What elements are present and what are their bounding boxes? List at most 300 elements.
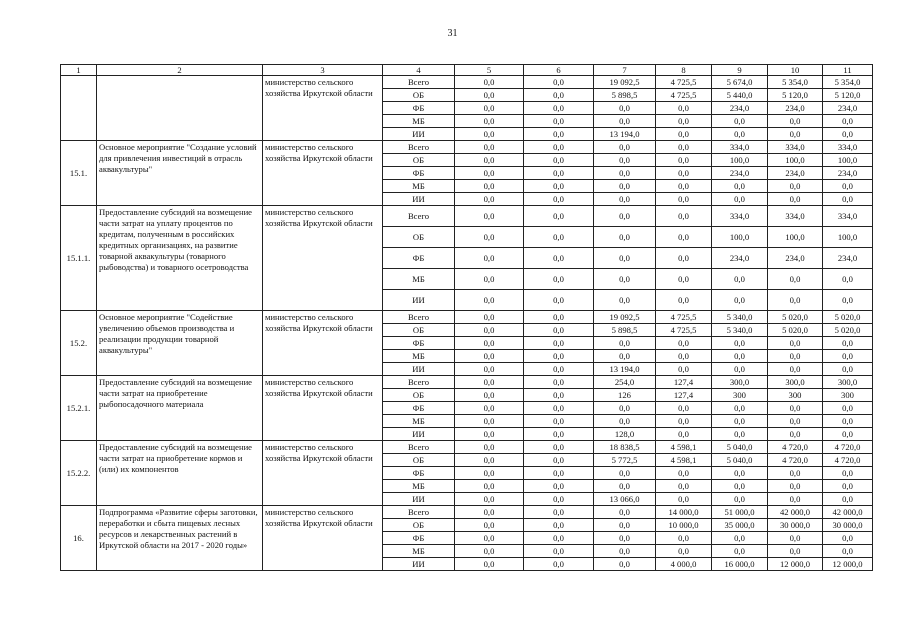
- amount-cell: 0,0: [823, 363, 873, 376]
- amount-cell: 300,0: [712, 376, 768, 389]
- funding-source-cell: ОБ: [383, 454, 455, 467]
- amount-cell: 5 340,0: [712, 311, 768, 324]
- amount-cell: 0,0: [823, 193, 873, 206]
- amount-cell: 42 000,0: [823, 506, 873, 519]
- amount-cell: 0,0: [524, 180, 594, 193]
- header-cell: 4: [383, 65, 455, 76]
- amount-cell: 0,0: [768, 402, 823, 415]
- amount-cell: 0,0: [524, 311, 594, 324]
- amount-cell: 0,0: [524, 337, 594, 350]
- amount-cell: 4 720,0: [823, 454, 873, 467]
- amount-cell: 234,0: [768, 248, 823, 269]
- amount-cell: 0,0: [524, 128, 594, 141]
- funding-source-cell: ИИ: [383, 290, 455, 311]
- amount-cell: 0,0: [594, 558, 656, 571]
- amount-cell: 0,0: [594, 350, 656, 363]
- amount-cell: 5 020,0: [768, 324, 823, 337]
- amount-cell: 334,0: [768, 141, 823, 154]
- amount-cell: 0,0: [768, 493, 823, 506]
- amount-cell: 0,0: [656, 269, 712, 290]
- amount-cell: 0,0: [455, 545, 524, 558]
- amount-cell: 0,0: [455, 89, 524, 102]
- amount-cell: 0,0: [656, 154, 712, 167]
- amount-cell: 0,0: [823, 428, 873, 441]
- amount-cell: 128,0: [594, 428, 656, 441]
- amount-cell: 0,0: [455, 389, 524, 402]
- amount-cell: 30 000,0: [823, 519, 873, 532]
- amount-cell: 0,0: [594, 154, 656, 167]
- amount-cell: 100,0: [768, 227, 823, 248]
- amount-cell: 234,0: [768, 102, 823, 115]
- amount-cell: 0,0: [594, 290, 656, 311]
- amount-cell: 0,0: [656, 428, 712, 441]
- amount-cell: 0,0: [712, 128, 768, 141]
- header-cell: 7: [594, 65, 656, 76]
- amount-cell: 0,0: [524, 402, 594, 415]
- amount-cell: 0,0: [455, 558, 524, 571]
- amount-cell: 0,0: [594, 102, 656, 115]
- amount-cell: 0,0: [594, 227, 656, 248]
- header-cell: 10: [768, 65, 823, 76]
- amount-cell: 0,0: [656, 290, 712, 311]
- amount-cell: 42 000,0: [768, 506, 823, 519]
- funding-source-cell: МБ: [383, 180, 455, 193]
- item-name-cell: Предоставление субсидий на возмещение части затрат на приобретение рыбопосадочного материала: [97, 376, 263, 441]
- item-code-cell: [61, 76, 97, 141]
- amount-cell: 0,0: [712, 290, 768, 311]
- amount-cell: 254,0: [594, 376, 656, 389]
- amount-cell: 0,0: [455, 376, 524, 389]
- funding-source-cell: ИИ: [383, 193, 455, 206]
- amount-cell: 4 000,0: [656, 558, 712, 571]
- amount-cell: 0,0: [524, 467, 594, 480]
- item-name-cell: Предоставление субсидий на возмещение части затрат на приобретение кормов и (или) их компонентов: [97, 441, 263, 506]
- amount-cell: 5 040,0: [712, 454, 768, 467]
- amount-cell: 0,0: [455, 363, 524, 376]
- funding-source-cell: ФБ: [383, 248, 455, 269]
- amount-cell: 0,0: [455, 76, 524, 89]
- amount-cell: 0,0: [768, 350, 823, 363]
- amount-cell: 4 725,5: [656, 76, 712, 89]
- amount-cell: 0,0: [656, 415, 712, 428]
- amount-cell: 0,0: [656, 480, 712, 493]
- item-name-cell: [97, 76, 263, 141]
- table-row: [61, 376, 873, 389]
- header-cell: 5: [455, 65, 524, 76]
- header-cell: 11: [823, 65, 873, 76]
- amount-cell: 0,0: [823, 545, 873, 558]
- amount-cell: 0,0: [712, 532, 768, 545]
- amount-cell: 100,0: [768, 154, 823, 167]
- amount-cell: 51 000,0: [712, 506, 768, 519]
- amount-cell: 5 020,0: [823, 324, 873, 337]
- amount-cell: 0,0: [524, 441, 594, 454]
- amount-cell: 0,0: [524, 154, 594, 167]
- amount-cell: 0,0: [768, 290, 823, 311]
- amount-cell: 0,0: [455, 311, 524, 324]
- amount-cell: 0,0: [823, 290, 873, 311]
- amount-cell: 0,0: [656, 337, 712, 350]
- amount-cell: 35 000,0: [712, 519, 768, 532]
- amount-cell: 0,0: [524, 454, 594, 467]
- amount-cell: 0,0: [524, 415, 594, 428]
- budget-table: [60, 64, 873, 571]
- amount-cell: 0,0: [524, 206, 594, 227]
- amount-cell: 334,0: [712, 141, 768, 154]
- amount-cell: 0,0: [524, 506, 594, 519]
- amount-cell: 0,0: [656, 467, 712, 480]
- amount-cell: 0,0: [455, 402, 524, 415]
- header-cell: 1: [61, 65, 97, 76]
- amount-cell: 0,0: [594, 402, 656, 415]
- amount-cell: 5 020,0: [823, 311, 873, 324]
- amount-cell: 4 720,0: [823, 441, 873, 454]
- amount-cell: 0,0: [524, 532, 594, 545]
- header-cell: 9: [712, 65, 768, 76]
- amount-cell: 300: [712, 389, 768, 402]
- table-row: [61, 141, 873, 154]
- executor-cell: министерство сельского хозяйства Иркутской области: [263, 311, 383, 376]
- amount-cell: 16 000,0: [712, 558, 768, 571]
- amount-cell: 4 725,5: [656, 89, 712, 102]
- funding-source-cell: ФБ: [383, 467, 455, 480]
- amount-cell: 0,0: [656, 402, 712, 415]
- amount-cell: 0,0: [594, 545, 656, 558]
- amount-cell: 0,0: [594, 532, 656, 545]
- amount-cell: 0,0: [524, 167, 594, 180]
- amount-cell: 0,0: [455, 506, 524, 519]
- amount-cell: 0,0: [712, 350, 768, 363]
- amount-cell: 0,0: [594, 467, 656, 480]
- executor-cell: министерство сельского хозяйства Иркутской области: [263, 441, 383, 506]
- funding-source-cell: ОБ: [383, 519, 455, 532]
- funding-source-cell: ОБ: [383, 324, 455, 337]
- funding-source-cell: ИИ: [383, 128, 455, 141]
- amount-cell: 4 725,5: [656, 311, 712, 324]
- amount-cell: 334,0: [823, 141, 873, 154]
- amount-cell: 5 354,0: [768, 76, 823, 89]
- amount-cell: 5 120,0: [823, 89, 873, 102]
- amount-cell: 100,0: [823, 154, 873, 167]
- amount-cell: 0,0: [455, 193, 524, 206]
- amount-cell: 5 772,5: [594, 454, 656, 467]
- amount-cell: 0,0: [768, 269, 823, 290]
- amount-cell: 5 040,0: [712, 441, 768, 454]
- amount-cell: 334,0: [823, 206, 873, 227]
- amount-cell: 0,0: [656, 545, 712, 558]
- amount-cell: 4 598,1: [656, 454, 712, 467]
- amount-cell: 0,0: [823, 128, 873, 141]
- amount-cell: 19 092,5: [594, 311, 656, 324]
- amount-cell: 0,0: [455, 141, 524, 154]
- amount-cell: 0,0: [712, 428, 768, 441]
- item-code-cell: 15.2.1.: [61, 376, 97, 441]
- amount-cell: 0,0: [712, 467, 768, 480]
- amount-cell: 0,0: [594, 415, 656, 428]
- amount-cell: 0,0: [768, 180, 823, 193]
- amount-cell: 5 340,0: [712, 324, 768, 337]
- funding-source-cell: ФБ: [383, 167, 455, 180]
- table-row: [61, 76, 873, 89]
- amount-cell: 0,0: [594, 206, 656, 227]
- amount-cell: 12 000,0: [823, 558, 873, 571]
- funding-source-cell: Всего: [383, 441, 455, 454]
- amount-cell: 0,0: [455, 180, 524, 193]
- amount-cell: 5 898,5: [594, 89, 656, 102]
- amount-cell: 13 194,0: [594, 128, 656, 141]
- amount-cell: 0,0: [455, 415, 524, 428]
- amount-cell: 0,0: [823, 269, 873, 290]
- funding-source-cell: ИИ: [383, 558, 455, 571]
- executor-cell: министерство сельского хозяйства Иркутской области: [263, 206, 383, 311]
- amount-cell: 0,0: [455, 519, 524, 532]
- amount-cell: 100,0: [823, 227, 873, 248]
- amount-cell: 334,0: [712, 206, 768, 227]
- funding-source-cell: МБ: [383, 480, 455, 493]
- amount-cell: 0,0: [656, 493, 712, 506]
- amount-cell: 10 000,0: [656, 519, 712, 532]
- amount-cell: 0,0: [455, 493, 524, 506]
- amount-cell: 0,0: [594, 269, 656, 290]
- amount-cell: 0,0: [823, 337, 873, 350]
- funding-source-cell: Всего: [383, 76, 455, 89]
- item-name-cell: Основное мероприятие "Создание условий для привлечения инвестиций в отрасль аквакультуры": [97, 141, 263, 206]
- amount-cell: 0,0: [656, 115, 712, 128]
- amount-cell: 0,0: [823, 493, 873, 506]
- item-name-cell: Предоставление субсидий на возмещение части затрат на уплату процентов по кредитам, полученным в российских кредитных организациях, на развитие товарной аквакультуры (товарного рыбоводства) и товарного осетроводства: [97, 206, 263, 311]
- amount-cell: 12 000,0: [768, 558, 823, 571]
- amount-cell: 0,0: [524, 141, 594, 154]
- amount-cell: 13 066,0: [594, 493, 656, 506]
- amount-cell: 0,0: [455, 441, 524, 454]
- amount-cell: 0,0: [455, 128, 524, 141]
- funding-source-cell: ФБ: [383, 532, 455, 545]
- amount-cell: 0,0: [712, 115, 768, 128]
- amount-cell: 0,0: [712, 363, 768, 376]
- amount-cell: 127,4: [656, 376, 712, 389]
- amount-cell: 0,0: [524, 558, 594, 571]
- column-number-header-row: [61, 65, 873, 76]
- amount-cell: 0,0: [594, 193, 656, 206]
- amount-cell: 0,0: [656, 363, 712, 376]
- amount-cell: 234,0: [823, 102, 873, 115]
- amount-cell: 0,0: [656, 141, 712, 154]
- item-code-cell: 15.2.: [61, 311, 97, 376]
- amount-cell: 0,0: [594, 480, 656, 493]
- amount-cell: 0,0: [455, 467, 524, 480]
- amount-cell: 0,0: [594, 248, 656, 269]
- amount-cell: 0,0: [455, 532, 524, 545]
- amount-cell: 0,0: [455, 350, 524, 363]
- funding-source-cell: ФБ: [383, 402, 455, 415]
- amount-cell: 0,0: [768, 363, 823, 376]
- amount-cell: 4 598,1: [656, 441, 712, 454]
- amount-cell: 300: [823, 389, 873, 402]
- amount-cell: 234,0: [712, 167, 768, 180]
- table-row: [61, 206, 873, 227]
- amount-cell: 0,0: [768, 480, 823, 493]
- amount-cell: 0,0: [455, 227, 524, 248]
- amount-cell: 18 838,5: [594, 441, 656, 454]
- header-cell: 3: [263, 65, 383, 76]
- amount-cell: 234,0: [823, 167, 873, 180]
- amount-cell: 0,0: [656, 248, 712, 269]
- funding-source-cell: ОБ: [383, 89, 455, 102]
- amount-cell: 0,0: [656, 206, 712, 227]
- amount-cell: 0,0: [656, 102, 712, 115]
- amount-cell: 0,0: [768, 428, 823, 441]
- amount-cell: 0,0: [712, 402, 768, 415]
- funding-source-cell: Всего: [383, 206, 455, 227]
- amount-cell: 0,0: [768, 415, 823, 428]
- amount-cell: 0,0: [656, 227, 712, 248]
- amount-cell: 0,0: [455, 115, 524, 128]
- executor-cell: министерство сельского хозяйства Иркутской области: [263, 76, 383, 141]
- amount-cell: 0,0: [768, 115, 823, 128]
- amount-cell: 0,0: [656, 350, 712, 363]
- amount-cell: 0,0: [594, 519, 656, 532]
- amount-cell: 0,0: [823, 402, 873, 415]
- amount-cell: 19 092,5: [594, 76, 656, 89]
- amount-cell: 0,0: [594, 337, 656, 350]
- amount-cell: 0,0: [712, 269, 768, 290]
- funding-source-cell: Всего: [383, 376, 455, 389]
- table-row: [61, 311, 873, 324]
- funding-source-cell: ФБ: [383, 102, 455, 115]
- amount-cell: 0,0: [712, 415, 768, 428]
- table-row: [61, 506, 873, 519]
- amount-cell: 5 020,0: [768, 311, 823, 324]
- amount-cell: 0,0: [524, 269, 594, 290]
- amount-cell: 126: [594, 389, 656, 402]
- amount-cell: 0,0: [455, 206, 524, 227]
- funding-source-cell: ОБ: [383, 154, 455, 167]
- amount-cell: 0,0: [524, 248, 594, 269]
- amount-cell: 0,0: [768, 128, 823, 141]
- amount-cell: 4 720,0: [768, 454, 823, 467]
- amount-cell: 0,0: [823, 480, 873, 493]
- amount-cell: 0,0: [768, 532, 823, 545]
- amount-cell: 0,0: [823, 350, 873, 363]
- funding-source-cell: Всего: [383, 506, 455, 519]
- amount-cell: 0,0: [524, 89, 594, 102]
- amount-cell: 4 725,5: [656, 324, 712, 337]
- amount-cell: 5 674,0: [712, 76, 768, 89]
- amount-cell: 0,0: [524, 519, 594, 532]
- amount-cell: 0,0: [455, 167, 524, 180]
- amount-cell: 0,0: [823, 415, 873, 428]
- amount-cell: 0,0: [656, 193, 712, 206]
- amount-cell: 0,0: [524, 227, 594, 248]
- amount-cell: 13 194,0: [594, 363, 656, 376]
- amount-cell: 0,0: [455, 102, 524, 115]
- amount-cell: 234,0: [823, 248, 873, 269]
- page-number: 31: [447, 28, 458, 39]
- amount-cell: 0,0: [712, 493, 768, 506]
- amount-cell: 0,0: [712, 180, 768, 193]
- funding-source-cell: ОБ: [383, 227, 455, 248]
- amount-cell: 0,0: [524, 428, 594, 441]
- amount-cell: 300,0: [823, 376, 873, 389]
- item-code-cell: 15.1.1.: [61, 206, 97, 311]
- amount-cell: 234,0: [712, 102, 768, 115]
- item-name-cell: Основное мероприятие "Содействие увеличению объемов производства и реализации продукции товарной аквакультуры": [97, 311, 263, 376]
- item-code-cell: 15.2.2.: [61, 441, 97, 506]
- amount-cell: 0,0: [823, 115, 873, 128]
- amount-cell: 0,0: [656, 167, 712, 180]
- funding-source-cell: ОБ: [383, 389, 455, 402]
- amount-cell: 0,0: [524, 545, 594, 558]
- amount-cell: 0,0: [455, 480, 524, 493]
- table-row: [61, 441, 873, 454]
- amount-cell: 0,0: [524, 480, 594, 493]
- funding-source-cell: Всего: [383, 141, 455, 154]
- amount-cell: 234,0: [768, 167, 823, 180]
- amount-cell: 4 720,0: [768, 441, 823, 454]
- funding-source-cell: МБ: [383, 350, 455, 363]
- amount-cell: 14 000,0: [656, 506, 712, 519]
- amount-cell: 0,0: [712, 193, 768, 206]
- amount-cell: 0,0: [524, 350, 594, 363]
- amount-cell: 100,0: [712, 154, 768, 167]
- amount-cell: 0,0: [823, 180, 873, 193]
- funding-source-cell: Всего: [383, 311, 455, 324]
- amount-cell: 0,0: [594, 141, 656, 154]
- amount-cell: 0,0: [656, 532, 712, 545]
- funding-source-cell: МБ: [383, 415, 455, 428]
- amount-cell: 0,0: [455, 428, 524, 441]
- amount-cell: 0,0: [455, 454, 524, 467]
- amount-cell: 0,0: [455, 154, 524, 167]
- funding-source-cell: ИИ: [383, 363, 455, 376]
- header-cell: 2: [97, 65, 263, 76]
- amount-cell: 0,0: [524, 389, 594, 402]
- item-name-cell: Подпрограмма «Развитие сферы заготовки, переработки и сбыта пищевых лесных ресурсов и лекарственных растений в Иркутской области на 2017 - 2020 годы»: [97, 506, 263, 571]
- amount-cell: 334,0: [768, 206, 823, 227]
- amount-cell: 0,0: [455, 337, 524, 350]
- amount-cell: 0,0: [594, 167, 656, 180]
- funding-source-cell: ИИ: [383, 493, 455, 506]
- amount-cell: 0,0: [524, 363, 594, 376]
- executor-cell: министерство сельского хозяйства Иркутской области: [263, 141, 383, 206]
- amount-cell: 0,0: [524, 324, 594, 337]
- amount-cell: 0,0: [768, 337, 823, 350]
- amount-cell: 0,0: [768, 467, 823, 480]
- amount-cell: 0,0: [712, 337, 768, 350]
- amount-cell: 0,0: [524, 493, 594, 506]
- amount-cell: 0,0: [768, 545, 823, 558]
- amount-cell: 0,0: [455, 269, 524, 290]
- amount-cell: 0,0: [524, 376, 594, 389]
- funding-source-cell: МБ: [383, 269, 455, 290]
- item-code-cell: 16.: [61, 506, 97, 571]
- executor-cell: министерство сельского хозяйства Иркутской области: [263, 376, 383, 441]
- amount-cell: 0,0: [594, 506, 656, 519]
- header-cell: 8: [656, 65, 712, 76]
- header-cell: 6: [524, 65, 594, 76]
- amount-cell: 300,0: [768, 376, 823, 389]
- amount-cell: 100,0: [712, 227, 768, 248]
- amount-cell: 0,0: [768, 193, 823, 206]
- amount-cell: 127,4: [656, 389, 712, 402]
- amount-cell: 30 000,0: [768, 519, 823, 532]
- amount-cell: 0,0: [524, 102, 594, 115]
- amount-cell: 0,0: [594, 115, 656, 128]
- funding-source-cell: МБ: [383, 115, 455, 128]
- funding-source-cell: ФБ: [383, 337, 455, 350]
- amount-cell: 5 120,0: [768, 89, 823, 102]
- item-code-cell: 15.1.: [61, 141, 97, 206]
